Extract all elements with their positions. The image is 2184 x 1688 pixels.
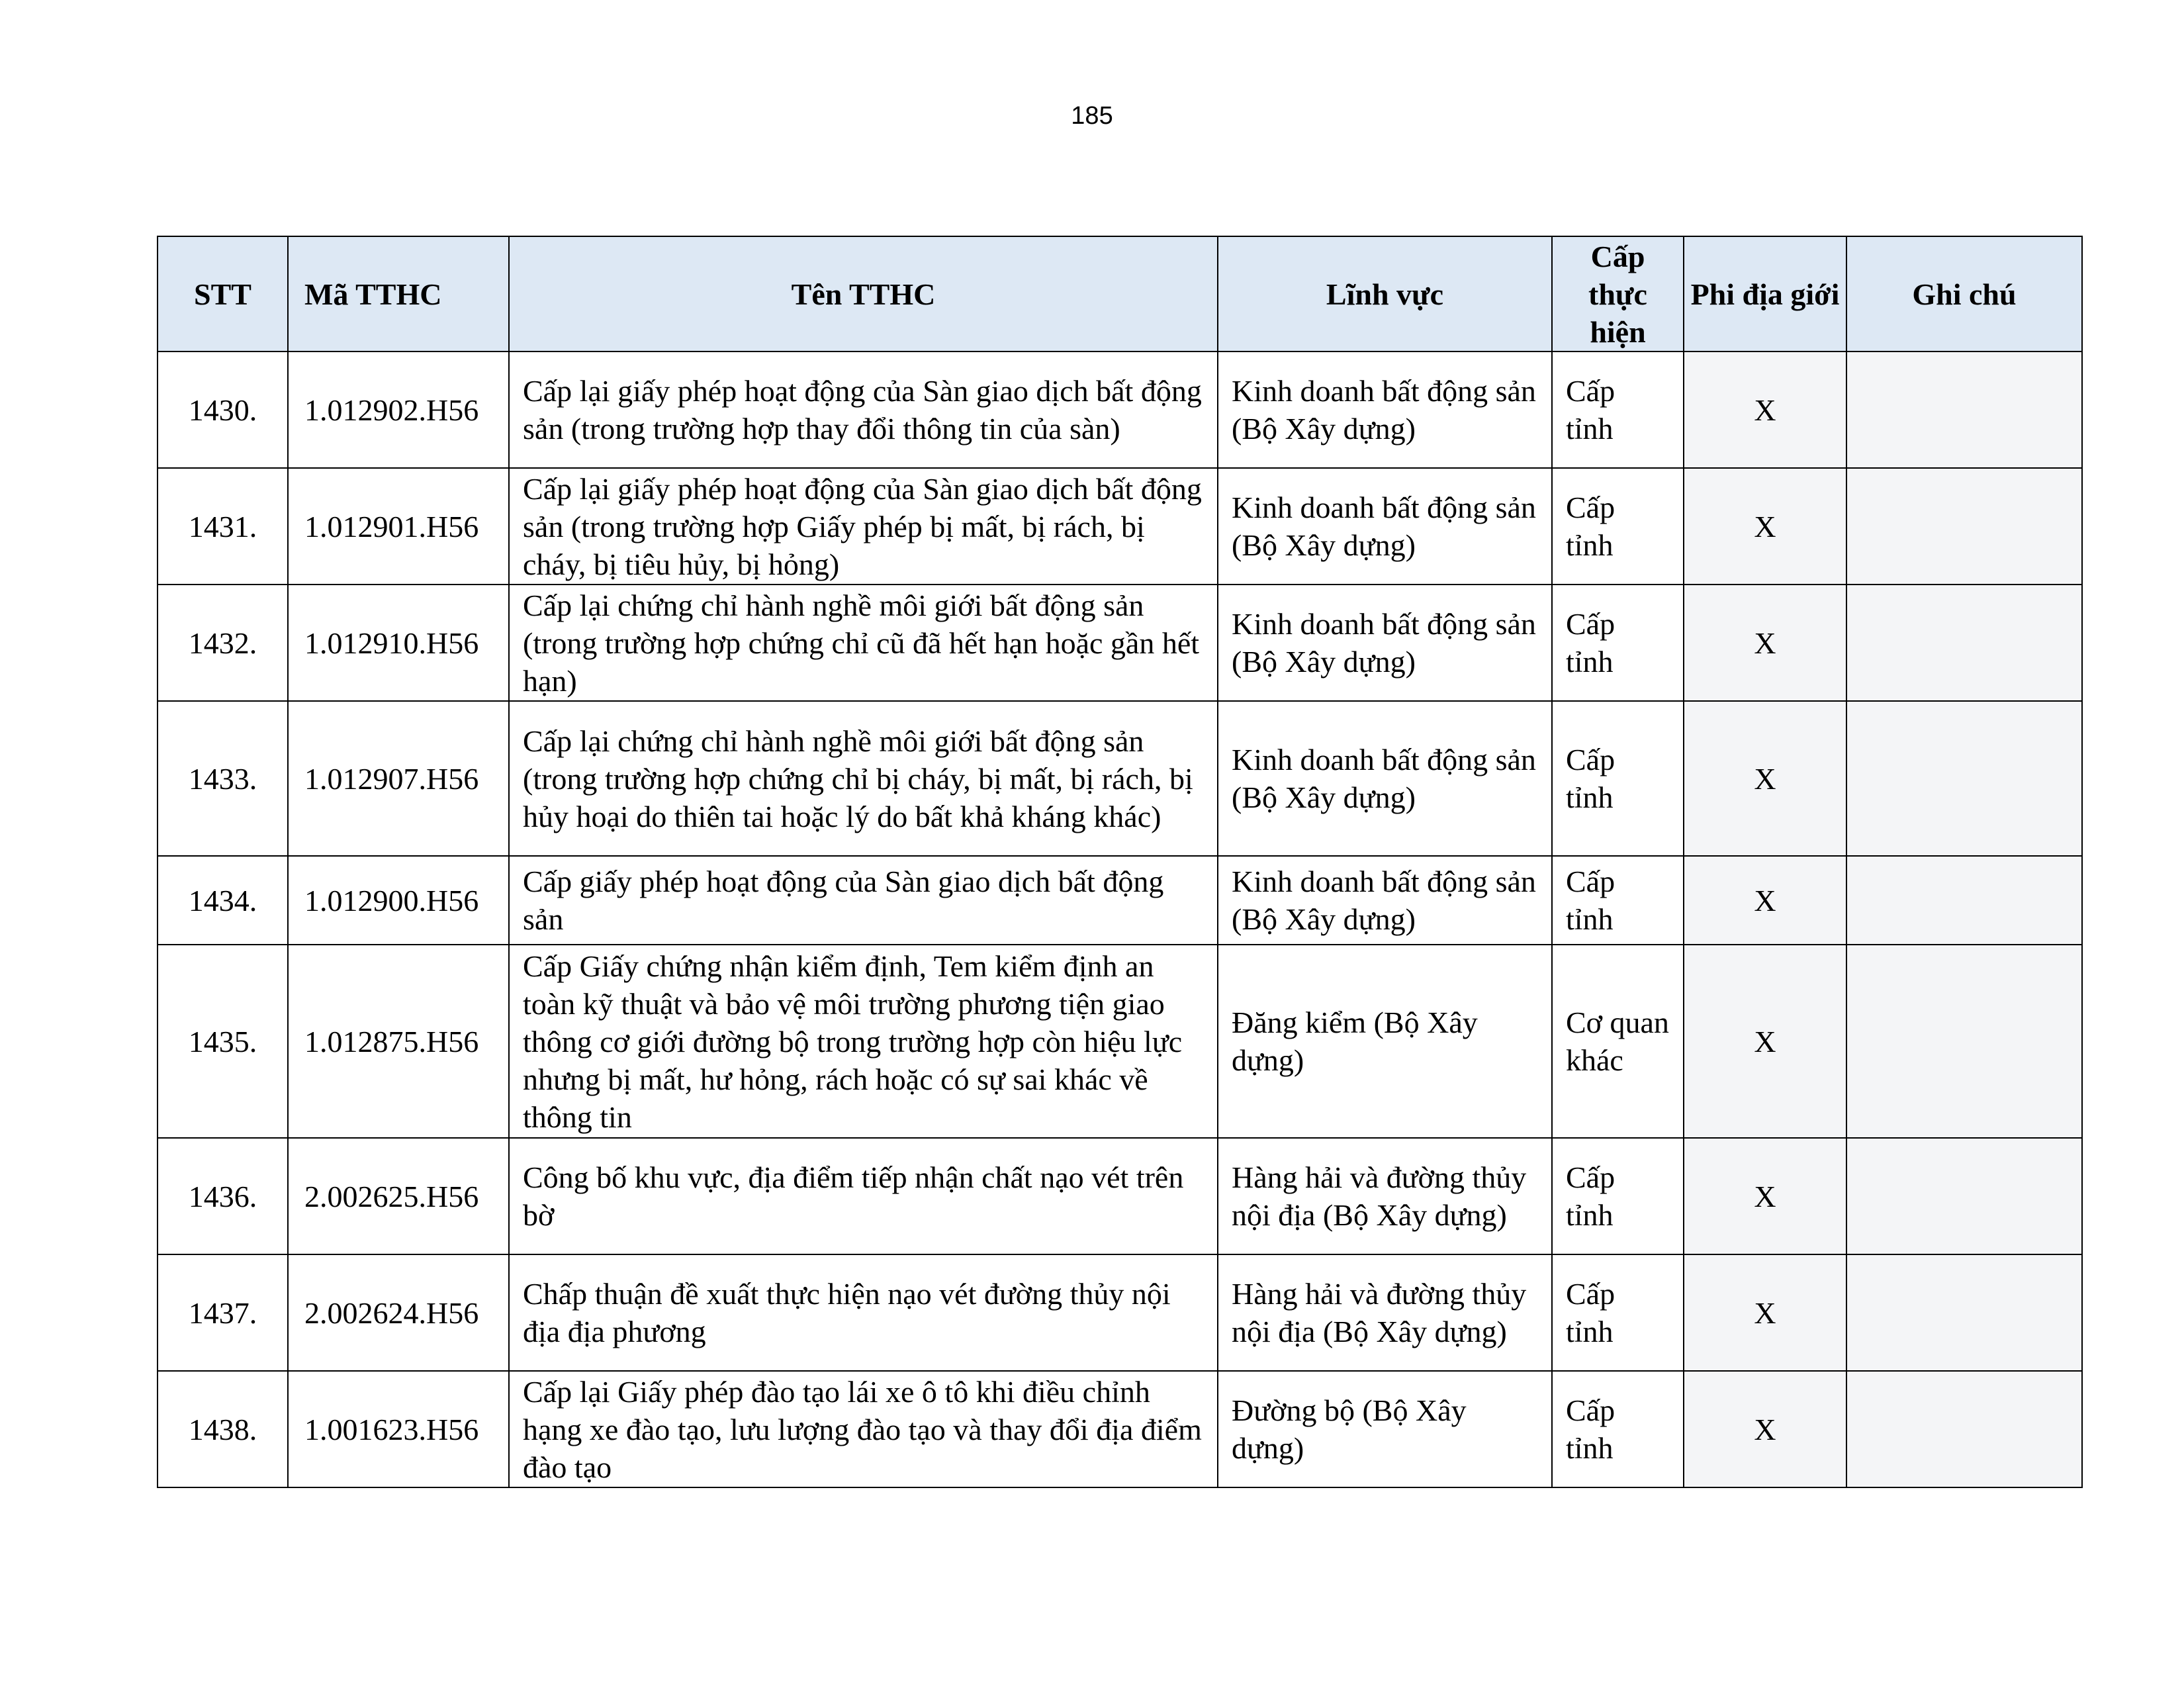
cell-field: Đăng kiểm (Bộ Xây dựng)	[1218, 945, 1552, 1138]
cell-code: 1.001623.H56	[288, 1371, 509, 1487]
cell-name: Cấp lại chứng chỉ hành nghề môi giới bất động sản (trong trường hợp chứng chỉ cũ đã hết hạn hoặc gần hết hạn)	[509, 585, 1218, 701]
cell-note	[1846, 585, 2082, 701]
cell-note	[1846, 1254, 2082, 1371]
table-row	[158, 1371, 2082, 1487]
cell-level: Cấp tỉnh	[1552, 1371, 1684, 1487]
table-row	[158, 701, 2082, 856]
cell-phi: X	[1684, 1254, 1846, 1371]
page-number: 185	[1071, 102, 1113, 130]
cell-stt: 1435.	[158, 945, 288, 1138]
table-row	[158, 468, 2082, 585]
table-row	[158, 352, 2082, 468]
cell-stt: 1432.	[158, 585, 288, 701]
cell-phi: X	[1684, 1138, 1846, 1254]
cell-stt: 1434.	[158, 856, 288, 945]
header-name: Tên TTHC	[509, 236, 1218, 352]
cell-code: 1.012900.H56	[288, 856, 509, 945]
cell-field: Hàng hải và đường thủy nội địa (Bộ Xây dựng)	[1218, 1138, 1552, 1254]
cell-field: Kinh doanh bất động sản (Bộ Xây dựng)	[1218, 856, 1552, 945]
procedure-table	[157, 236, 2083, 1488]
cell-field: Kinh doanh bất động sản (Bộ Xây dựng)	[1218, 468, 1552, 585]
cell-level: Cấp tỉnh	[1552, 352, 1684, 468]
cell-field: Hàng hải và đường thủy nội địa (Bộ Xây dựng)	[1218, 1254, 1552, 1371]
table-row	[158, 1138, 2082, 1254]
cell-stt: 1437.	[158, 1254, 288, 1371]
cell-phi: X	[1684, 856, 1846, 945]
cell-code: 1.012907.H56	[288, 701, 509, 856]
cell-level: Cấp tỉnh	[1552, 856, 1684, 945]
cell-phi: X	[1684, 1371, 1846, 1487]
cell-note	[1846, 701, 2082, 856]
cell-field: Đường bộ (Bộ Xây dựng)	[1218, 1371, 1552, 1487]
table-row	[158, 1254, 2082, 1371]
cell-name: Công bố khu vực, địa điểm tiếp nhận chất nạo vét trên bờ	[509, 1138, 1218, 1254]
header-phi: Phi địa giới	[1684, 236, 1846, 352]
cell-level: Cấp tỉnh	[1552, 1138, 1684, 1254]
header-code: Mã TTHC	[288, 236, 509, 352]
cell-stt: 1433.	[158, 701, 288, 856]
cell-code: 1.012910.H56	[288, 585, 509, 701]
cell-name: Cấp lại giấy phép hoạt động của Sàn giao dịch bất động sản (trong trường hợp thay đổi thông tin của sàn)	[509, 352, 1218, 468]
cell-phi: X	[1684, 352, 1846, 468]
cell-name: Cấp giấy phép hoạt động của Sàn giao dịch bất động sản	[509, 856, 1218, 945]
table-header-row	[158, 236, 2082, 352]
header-level: Cấp thực hiện	[1552, 236, 1684, 352]
cell-code: 1.012902.H56	[288, 352, 509, 468]
cell-name: Cấp lại Giấy phép đào tạo lái xe ô tô khi điều chỉnh hạng xe đào tạo, lưu lượng đào tạo và thay đổi địa điểm đào tạo	[509, 1371, 1218, 1487]
table-row	[158, 585, 2082, 701]
cell-name: Chấp thuận đề xuất thực hiện nạo vét đường thủy nội địa địa phương	[509, 1254, 1218, 1371]
cell-name: Cấp Giấy chứng nhận kiểm định, Tem kiểm định an toàn kỹ thuật và bảo vệ môi trường phương tiện giao thông cơ giới đường bộ trong trường hợp còn hiệu lực nhưng bị mất, hư hỏng, rách hoặc có sự sai khác về thông tin	[509, 945, 1218, 1138]
cell-name: Cấp lại chứng chỉ hành nghề môi giới bất động sản (trong trường hợp chứng chỉ bị cháy, bị mất, bị rách, bị hủy hoại do thiên tai hoặc lý do bất khả kháng khác)	[509, 701, 1218, 856]
cell-level: Cơ quan khác	[1552, 945, 1684, 1138]
cell-note	[1846, 856, 2082, 945]
cell-level: Cấp tỉnh	[1552, 468, 1684, 585]
cell-phi: X	[1684, 945, 1846, 1138]
cell-level: Cấp tỉnh	[1552, 701, 1684, 856]
cell-note	[1846, 468, 2082, 585]
cell-phi: X	[1684, 701, 1846, 856]
cell-note	[1846, 1371, 2082, 1487]
cell-note	[1846, 945, 2082, 1138]
cell-field: Kinh doanh bất động sản (Bộ Xây dựng)	[1218, 585, 1552, 701]
cell-code: 2.002624.H56	[288, 1254, 509, 1371]
cell-level: Cấp tỉnh	[1552, 1254, 1684, 1371]
cell-phi: X	[1684, 468, 1846, 585]
header-stt: STT	[158, 236, 288, 352]
cell-stt: 1430.	[158, 352, 288, 468]
cell-code: 1.012901.H56	[288, 468, 509, 585]
cell-code: 1.012875.H56	[288, 945, 509, 1138]
cell-stt: 1436.	[158, 1138, 288, 1254]
table-row	[158, 945, 2082, 1138]
cell-phi: X	[1684, 585, 1846, 701]
cell-field: Kinh doanh bất động sản (Bộ Xây dựng)	[1218, 352, 1552, 468]
cell-note	[1846, 352, 2082, 468]
table-row	[158, 856, 2082, 945]
cell-field: Kinh doanh bất động sản (Bộ Xây dựng)	[1218, 701, 1552, 856]
cell-code: 2.002625.H56	[288, 1138, 509, 1254]
cell-stt: 1438.	[158, 1371, 288, 1487]
header-field: Lĩnh vực	[1218, 236, 1552, 352]
cell-level: Cấp tỉnh	[1552, 585, 1684, 701]
header-note: Ghi chú	[1846, 236, 2082, 352]
cell-note	[1846, 1138, 2082, 1254]
cell-stt: 1431.	[158, 468, 288, 585]
cell-name: Cấp lại giấy phép hoạt động của Sàn giao dịch bất động sản (trong trường hợp Giấy phép bị mất, bị rách, bị cháy, bị tiêu hủy, bị hỏng)	[509, 468, 1218, 585]
